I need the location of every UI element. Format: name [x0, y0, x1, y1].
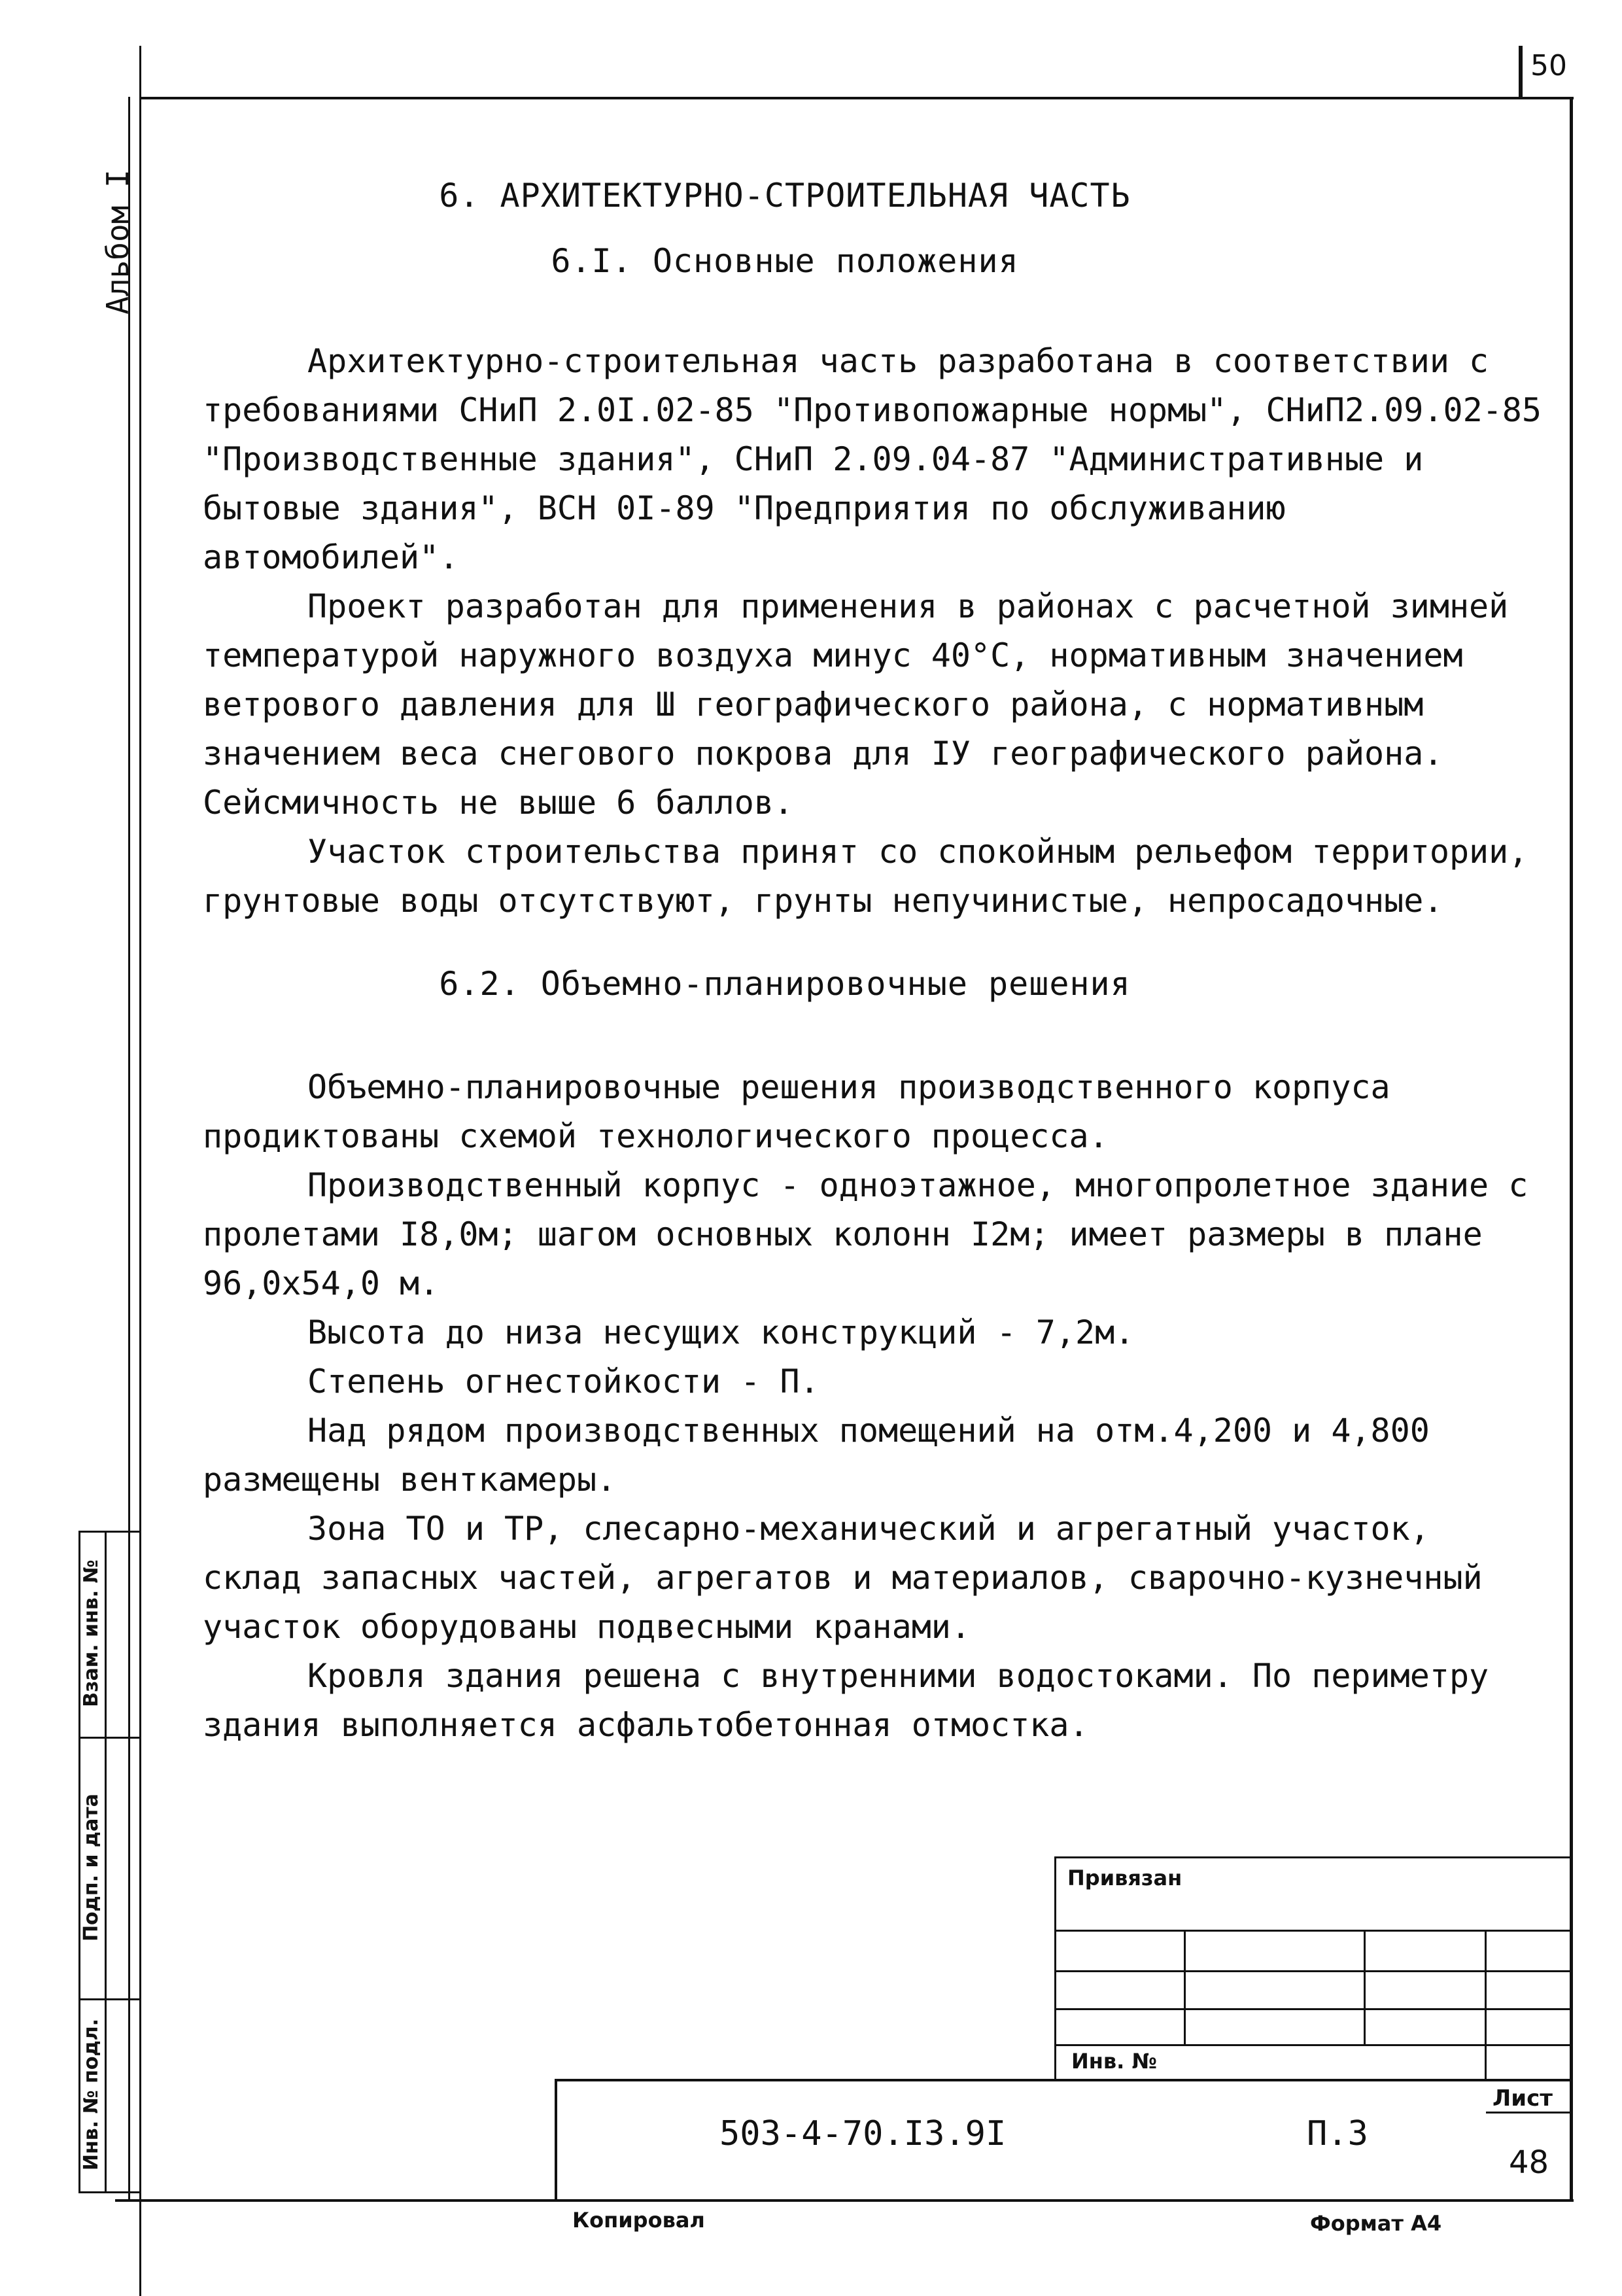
- frame-right: [1570, 97, 1573, 2202]
- paragraph-planning: [203, 1063, 1544, 1161]
- paragraph-planning-text: Объемно-планировочные решения производственного корпуса продиктованы схемой технологического процесса.: [203, 1068, 1390, 1155]
- album-label: Альбом I: [100, 169, 135, 315]
- paragraph-roof-text: Кровля здания решена с внутренними водостоками. По периметру здания выполняется асфальтобетонная отмостка.: [203, 1657, 1489, 1744]
- stamp-inv-podl: Инв. № подл.: [80, 2018, 103, 2171]
- paragraph-cranes-text: Зона ТО и ТР, слесарно-механический и агрегатный участок, склад запасных частей, агрегатов и материалов, сварочно-кузнечный участок оборудованы подвесными кранами.: [203, 1510, 1483, 1646]
- page-number-top: 50: [1530, 49, 1567, 82]
- page-number-separator: [1519, 46, 1523, 99]
- section-title: 6. АРХИТЕКТУРНО-СТРОИТЕЛЬНАЯ ЧАСТЬ: [439, 177, 1131, 215]
- frame-top: [141, 97, 1574, 99]
- paragraph-fire-rating-text: Степень огнестойкости - П.: [307, 1363, 820, 1400]
- paragraph-climate-text: Проект разработан для применения в районах с расчетной зимней температурой наружного воздуха минус 40°С, нормативным значением ветрового давления для Ш географического района, с нормативным значением веса снегового покрова для IУ географического района. Сейсмичность не выше 6 баллов.: [203, 587, 1509, 822]
- paragraph-ventilation: [203, 1406, 1544, 1505]
- paragraph-building-text: Производственный корпус - одноэтажное, многопролетное здание с пролетами I8,0м; шагом основных колонн I2м; имеет размеры в плане 96,0х54,0 м.: [203, 1166, 1528, 1302]
- paragraph-fire-rating: [203, 1357, 1544, 1406]
- document-code: 503-4-70.I3.9I: [719, 2114, 1007, 2153]
- title-block-privyazan: Привязан: [1067, 1866, 1182, 1890]
- footer-format: Формат А4: [1310, 2211, 1442, 2236]
- paragraph-climate: [203, 582, 1544, 827]
- paragraph-height-text: Высота до низа несущих конструкций - 7,2м.: [307, 1313, 1135, 1351]
- paragraph-roof: [203, 1652, 1544, 1750]
- paragraph-site: [203, 827, 1544, 926]
- frame-left-inner: [128, 97, 130, 2202]
- left-binding-line: [139, 46, 141, 2296]
- document-part: П.3: [1307, 2114, 1368, 2153]
- frame-bottom: [115, 2199, 1574, 2202]
- paragraph-ventilation-text: Над рядом производственных помещений на отм.4,200 и 4,800 размещены венткамеры.: [203, 1412, 1430, 1499]
- paragraph-norms-text: Архитектурно-строительная часть разработана в соответствии с требованиями СНиП 2.0I.02-85 "Противопожарные нормы", СНиП2.09.02-85 "Производственные здания", СНиП 2.09.04-87 "Административные и бытовые здания", ВСН 0I-89 "Предприятия по обслуживанию автомобилей".: [203, 342, 1542, 576]
- paragraph-site-text: Участок строительства принят со спокойным рельефом территории, грунтовые воды отсутствуют, грунты непучинистые, непросадочные.: [203, 833, 1528, 920]
- paragraph-building: [203, 1161, 1544, 1308]
- list-label: Лист: [1493, 2085, 1553, 2112]
- paragraph-cranes: [203, 1505, 1544, 1652]
- list-number: 48: [1509, 2144, 1549, 2181]
- subsection-2-title: 6.2. Объемно-планировочные решения: [439, 965, 1131, 1003]
- footer-kopiroval: Копировал: [572, 2208, 705, 2233]
- paragraph-height: [203, 1308, 1544, 1357]
- paragraph-norms: [203, 337, 1544, 582]
- subsection-1-title: 6.I. Основные положения: [551, 242, 1019, 280]
- stamp-podp-data: Подп. и дата: [80, 1793, 103, 1942]
- stamp-vzam-inv: Взам. инв. №: [80, 1559, 103, 1707]
- title-block-inv-no: Инв. №: [1071, 2049, 1157, 2074]
